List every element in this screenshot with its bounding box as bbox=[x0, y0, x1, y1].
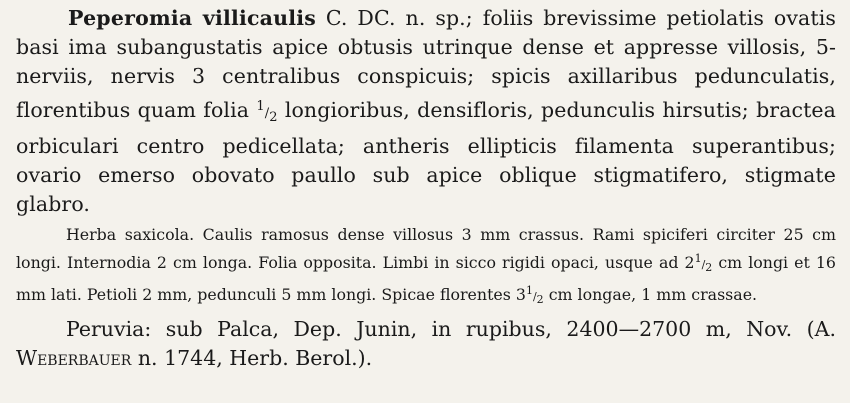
species-author: C. DC. n. sp.; bbox=[315, 6, 483, 30]
fraction-half: 1/2 bbox=[256, 98, 278, 125]
description-text-2: cm longi et 16 mm lati. Petioli 2 mm, pedunculi 5 mm longi. Spicae florentes 3 bbox=[16, 253, 836, 305]
fraction-three-half: 1/2 bbox=[525, 284, 544, 307]
fraction-two-half: 1/2 bbox=[694, 251, 713, 274]
collector-name: Weberbauer bbox=[16, 345, 132, 370]
diagnosis-text-2: longioribus, densifloris, pedunculis hirsutis; bractea orbiculari centro pedicellata; antheris ellipticis filamenta superantibus; ovario emerso obovato paullo sub apice oblique stigmatifero, stigmate glabro. bbox=[16, 97, 836, 217]
locality-paragraph bbox=[16, 315, 836, 373]
locality-text-after: n. 1744, Herb. Berol.). bbox=[131, 345, 373, 370]
description-paragraph bbox=[16, 223, 836, 311]
description-text-3: cm longae, 1 mm crassae. bbox=[543, 285, 758, 305]
diagnosis-paragraph bbox=[16, 4, 836, 219]
locality-text: Peruvia: sub Palca, Dep. Junin, in rupibus, 2400—2700 m, Nov. (A. bbox=[66, 316, 836, 341]
diagnosis-text-1: foliis brevissime petiolatis ovatis basi ima subangustatis apice obtusis utrinque dense et appresse villosis, 5-nerviis, nervis 3 centralibus conspicuis; spicis axillaribus pedunculatis, florentibus quam folia bbox=[16, 6, 836, 122]
description-text-1: Herba saxicola. Caulis ramosus dense villosus 3 mm crassus. Rami spiciferi circiter 25 cm longi. Internodia 2 cm longa. Folia opposita. Limbi in sicco rigidi opaci, usque ad 2 bbox=[16, 225, 836, 272]
species-name: Peperomia villicaulis bbox=[68, 6, 316, 30]
